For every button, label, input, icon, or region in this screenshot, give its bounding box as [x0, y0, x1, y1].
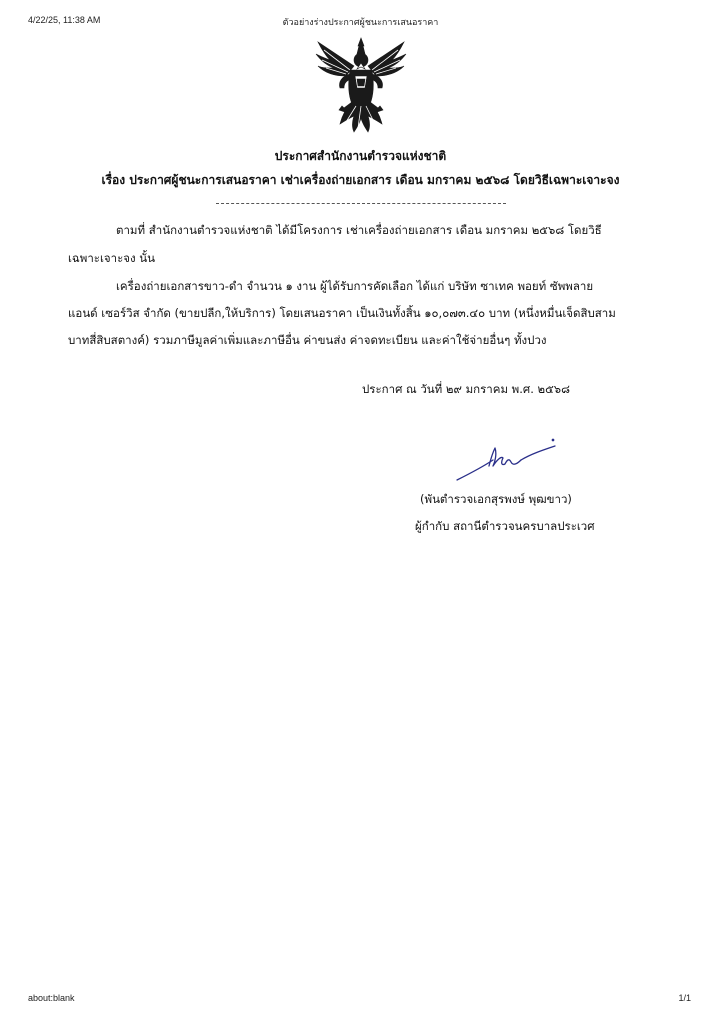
paragraph-1-line-1: ตามที่ สำนักงานตำรวจแห่งชาติ ได้มีโครงการ เช่าเครื่องถ่ายเอกสาร เดือน มกราคม ๒๕๖๘ โดยวิธี [116, 223, 602, 237]
print-url: about:blank [28, 993, 75, 1003]
print-doc-title: ตัวอย่างร่างประกาศผู้ชนะการเสนอราคา [282, 18, 439, 28]
handwritten-signature [455, 436, 565, 484]
paragraph-2-line-2: แอนด์ เซอร์วิส จำกัด (ขายปลีก,ให้บริการ) โดยเสนอราคา เป็นเงินทั้งสิ้น ๑๐,๐๗๓.๔๐ บาท (หนึ่งหมื่นเจ็ดสิบสาม [68, 306, 616, 320]
announcement-date: ประกาศ ณ วันที่ ๒๙ มกราคม พ.ศ. ๒๕๖๘ [362, 382, 570, 396]
document-subject: เรื่อง ประกาศผู้ชนะการเสนอราคา เช่าเครื่องถ่ายเอกสาร เดือน มกราคม ๒๕๖๘ โดยวิธีเฉพาะเจาะจง [101, 173, 620, 187]
title-separator [216, 203, 506, 204]
paragraph-2-line-3: บาทสี่สิบสตางค์) รวมภาษีมูลค่าเพิ่มและภาษีอื่น ค่าขนส่ง ค่าจดทะเบียน และค่าใช้จ่ายอื่นๆ ทั้งปวง [68, 333, 547, 347]
signer-position: ผู้กำกับ สถานีตำรวจนครบาลประเวศ [415, 519, 595, 533]
signer-name: (พันตำรวจเอกสุรพงษ์ พุฒขาว) [420, 492, 572, 506]
document-title: ประกาศสำนักงานตำรวจแห่งชาติ [274, 149, 447, 163]
print-page-number: 1/1 [678, 993, 691, 1003]
print-datetime: 4/22/25, 11:38 AM [28, 15, 101, 25]
paragraph-1-line-2: เฉพาะเจาะจง นั้น [68, 251, 156, 265]
garuda-emblem-icon [312, 36, 410, 136]
paragraph-2-line-1: เครื่องถ่ายเอกสารขาว-ดำ จำนวน ๑ งาน ผู้ได้รับการคัดเลือก ได้แก่ บริษัท ซาเทค พอยท์ ซัพพลาย [116, 279, 594, 293]
